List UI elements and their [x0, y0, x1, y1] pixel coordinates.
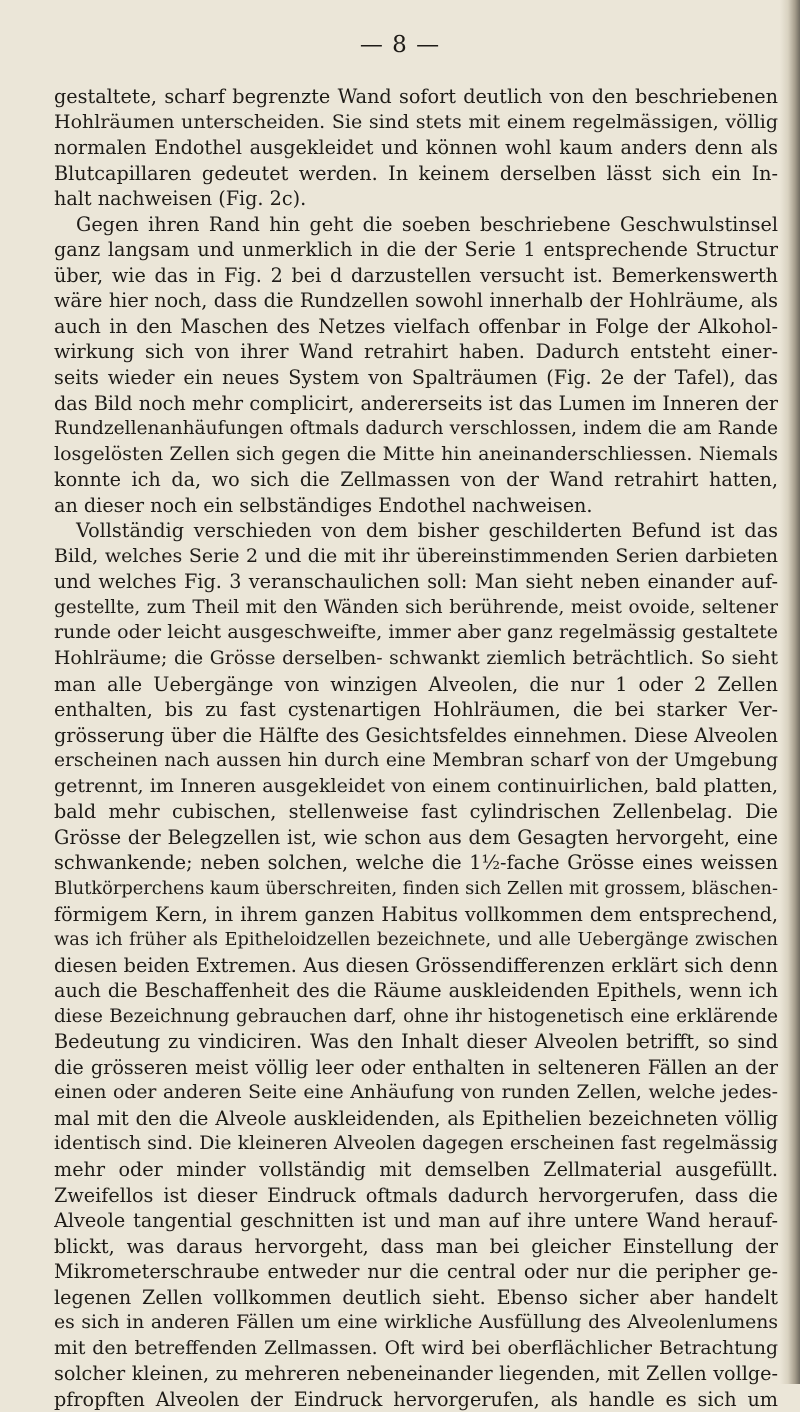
text-line: erscheinen nach aussen hin durch eine Membran scharf von der Umgebung [54, 750, 778, 772]
text-line: Hohlräumen unterscheiden. Sie sind stets mit einem regelmässigen, völlig [54, 110, 778, 133]
text-line: bald mehr cubischen, stellenweise fast cylindrischen Zellenbelag. Die [54, 800, 778, 824]
text-line: getrennt, im Inneren ausgekleidet von einem continuirlichen, bald platten, [54, 774, 778, 797]
text-line: Zweifellos ist dieser Eindruck oftmals dadurch hervorgerufen, dass die [54, 1183, 778, 1207]
page-edge-shadow [780, 0, 800, 1384]
text-line: wirkung sich von ihrer Wand retrahirt haben. Dadurch entsteht einer- [54, 340, 778, 364]
text-line: Blutcapillaren gedeutet werden. In keinem derselben lässt sich ein In- [54, 161, 778, 185]
text-line: über, wie das in Fig. 2 bei d darzustellen versucht ist. Bemerkenswerth [54, 263, 778, 287]
text-line: Gegen ihren Rand hin geht die soeben beschriebene Geschwulstinsel [76, 212, 778, 236]
text-line: solcher kleinen, zu mehreren nebeneinander liegenden, mit Zellen vollge- [54, 1362, 778, 1386]
text-line: pfropften Alveolen der Eindruck hervorgerufen, als handle es sich um [54, 1387, 778, 1411]
text-line: runde oder leicht ausgeschweifte, immer aber ganz regelmässig gestaltete [54, 621, 778, 644]
text-line: Rundzellenanhäufungen oftmals dadurch verschlossen, indem die am Rande [54, 418, 778, 440]
text-line: Mikrometerschraube entweder nur die central oder nur die peripher ge- [54, 1260, 778, 1284]
text-line: Hohlräume; die Grösse derselben- schwankt ziemlich beträchtlich. So sieht [54, 648, 778, 670]
text-line: auch die Beschaffenheit des die Räume auskleidenden Epithels, wenn ich [54, 979, 778, 1003]
text-line: einen oder anderen Seite eine Anhäufung von runden Zellen, welche jedes- [54, 1082, 778, 1104]
text-line: schwankende; neben solchen, welche die 1½-fache Grösse eines weissen [54, 851, 778, 875]
text-line: Grösse der Belegzellen ist, wie schon aus dem Gesagten hervorgeht, eine [54, 825, 778, 849]
text-line: was ich früher als Epitheloidzellen bezeichnete, und alle Uebergänge zwischen [54, 929, 778, 951]
text-line: und welches Fig. 3 veranschaulichen soll: Man sieht neben einander auf- [54, 570, 778, 594]
text-line: legenen Zellen vollkommen deutlich sieht. Ebenso sicher aber handelt [54, 1285, 778, 1309]
text-line: diesen beiden Extremen. Aus diesen Grössendifferenzen erklärt sich denn [54, 953, 778, 977]
text-line: förmigem Kern, in ihrem ganzen Habitus vollkommen dem entsprechend, [54, 902, 778, 926]
text-line: Bedeutung zu vindiciren. Was den Inhalt dieser Alveolen betrifft, so sind [54, 1030, 778, 1054]
text-line: halt nachweisen (Fig. 2c). [54, 187, 307, 211]
text-line: mal mit den die Alveole auskleidenden, als Epithelien bezeichneten völlig [54, 1106, 778, 1130]
text-line: es sich in anderen Fällen um eine wirkliche Ausfüllung des Alveolenlumens [54, 1312, 778, 1334]
text-line: die grösseren meist völlig leer oder enthalten in selteneren Fällen an der [54, 1055, 778, 1079]
text-line: gestaltete, scharf begrenzte Wand sofort deutlich von den beschriebenen [54, 85, 778, 108]
text-line: Vollständig verschieden von dem bisher geschilderten Befund ist das [76, 519, 778, 543]
text-line: auch in den Maschen des Netzes vielfach offenbar in Folge der Alkohol- [54, 314, 778, 338]
text-line: Blutkörperchens kaum überschreiten, finden sich Zellen mit grossem, bläschen- [54, 877, 778, 899]
text-line: diese Bezeichnung gebrauchen darf, ohne ihr histogenetisch eine erklärende [54, 1005, 778, 1027]
text-line: identisch sind. Die kleineren Alveolen dagegen erscheinen fast regelmässig [54, 1133, 778, 1155]
text-line: seits wieder ein neues System von Spalträumen (Fig. 2e der Tafel), das [54, 366, 778, 390]
text-line: mit den betreffenden Zellmassen. Oft wird bei oberflächlicher Betrachtung [54, 1337, 778, 1359]
text-line: Bild, welches Serie 2 und die mit ihr übereinstimmenden Serien darbieten [54, 544, 778, 567]
text-line: man alle Uebergänge von winzigen Alveolen, die nur 1 oder 2 Zellen [54, 672, 778, 696]
text-line: mehr oder minder vollständig mit demselben Zellmaterial ausgefüllt. [54, 1157, 778, 1181]
text-line: das Bild noch mehr complicirt, andererseits ist das Lumen im Inneren der [54, 391, 778, 415]
text-line: normalen Endothel ausgekleidet und können wohl kaum anders denn als [54, 136, 778, 160]
text-line: konnte ich da, wo sich die Zellmassen von der Wand retrahirt hatten, [54, 468, 778, 492]
text-line: grösserung über die Hälfte des Gesichtsfeldes einnehmen. Diese Alveolen [54, 723, 778, 747]
text-line: losgelösten Zellen sich gegen die Mitte hin aneinanderschliessen. Niemals [54, 442, 778, 465]
page-number: — 8 — [359, 32, 441, 58]
text-line: Alveole tangential geschnitten ist und man auf ihre untere Wand herauf- [54, 1209, 778, 1233]
text-line: wäre hier noch, dass die Rundzellen sowohl innerhalb der Hohlräume, als [54, 289, 778, 313]
body-text [54, 84, 778, 1412]
text-line: an dieser noch ein selbständiges Endothel nachweisen. [54, 493, 593, 517]
text-line: enthalten, bis zu fast cystenartigen Hohlräumen, die bei starker Ver- [54, 698, 778, 722]
text-line: gestellte, zum Theil mit den Wänden sich berührende, meist ovoide, seltener [54, 596, 778, 618]
text-line: blickt, was daraus hervorgeht, dass man bei gleicher Einstellung der [54, 1234, 778, 1258]
text-line: ganz langsam und unmerklich in die der Serie 1 entsprechende Structur [54, 238, 778, 262]
